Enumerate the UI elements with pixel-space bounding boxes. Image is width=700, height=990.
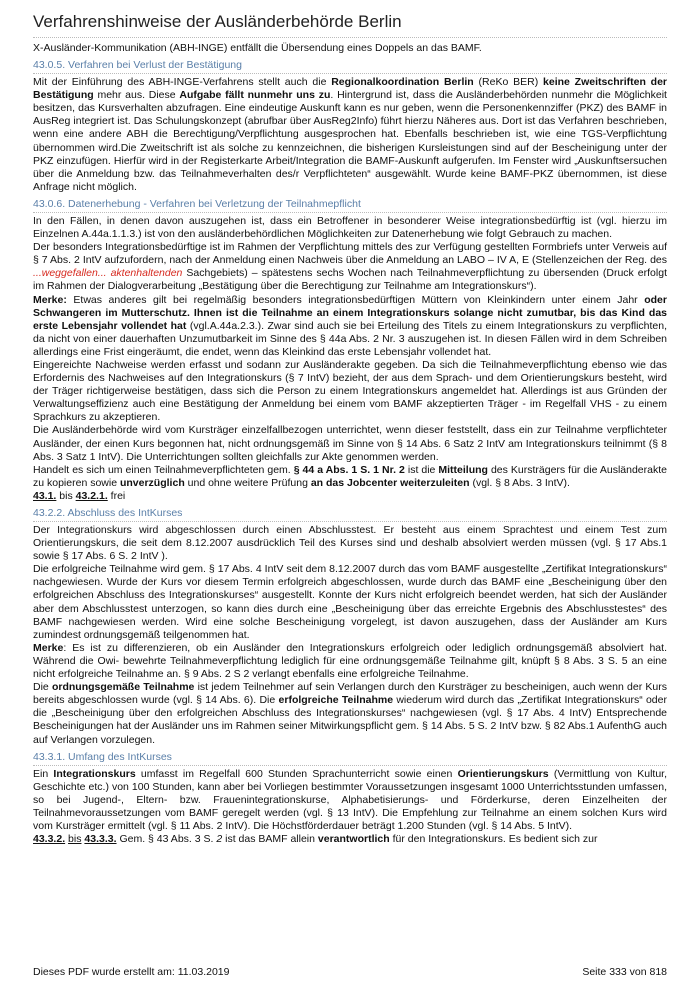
paragraph	[33, 490, 667, 503]
text-run: und ohne weitere Prüfung	[184, 476, 311, 489]
paragraph	[33, 359, 667, 424]
text-run: wiederum wird durch das „Zertifikat Integrationskurs“ oder die „Bescheinigung über den erfolgreichen Abschluss des Integrationskurses“ nachgewiesen (vgl. § 17 Abs. 4 IntV) Entsprechende Bescheinigungen hat der Ausländer uns im Rahmen seiner Mitwirkungspflicht gem. § 14 Abs. 5 S. 2 IntV bzw. § 82 Abs.1 AufenthG auch auf Verlangen vorzulegen.	[33, 694, 667, 746]
text-run-b: an das Jobcenter weiterzuleiten	[310, 476, 470, 489]
text-run: Die	[33, 681, 52, 694]
page-footer	[33, 966, 667, 978]
text-run: In den Fällen, in denen davon auszugehen ist, dass ein Betroffener in besonderer Weise integrationsbedürftig ist (vgl. hierzu im Einzelnen A.44a.1.1.3.) ist von den ausländerbehördlichen Möglichkeiten zur Datenerhebung wie folgt Gebrauch zu machen.	[33, 214, 667, 241]
paragraph	[33, 642, 667, 681]
sections-container	[33, 59, 667, 846]
paragraph	[33, 76, 667, 194]
paragraph	[33, 681, 667, 746]
text-run-u: 43.1.	[33, 489, 57, 502]
text-run: Die Ausländerbehörde wird vom Kursträger einzelfallbezogen unterrichtet, wenn dieser feststellt, dass ein zur Teilnahme verpflichteter Ausländer, der einen Kurs begonnen hat, nicht ordnungsgemäß im Sinne von § 14 Abs. 6 Satz 2 IntV am Integrationskurs teilnimmt (§ 8 Abs. 3 Satz 1 IntV). Die Unterrichtungen sollten gleichfalls zur Akte genommen werden.	[33, 424, 667, 463]
text-run: Ein	[33, 767, 54, 780]
text-run-b: keine Zweitschriften der Bestätigung	[33, 76, 668, 102]
text-run-b: Regionalkoordination Berlin	[331, 76, 474, 89]
paragraph	[33, 768, 667, 833]
text-run: Die erfolgreiche Teilnahme wird gem. § 17 Abs. 4 IntV seit dem 8.12.2007 durch das vom BAMF ausgestellte „Zertifikat Integrationskurs“ nachgewiesen. Wurde der Kurs vor diesem Termin erfolgreich abgeschlossen, wurde durch das BAMF eine „Bescheinigung über den erfolgreichen Abschluss des Integrationskurses“ ausgestellt. Konnte der Kurs nicht erfolgreich beendet werden, hat sich der Ausländer aber dem Abschlusstest unterzogen, so kann dies durch eine „Bescheinigung über das erreichte Ergebnis des Abschlusstestes“ des BAMF nachgewiesen werden. Wird eine solche Bescheinigung vorgelegt, ist davon auszugehen, dass der Ausländer am Kurs zumindest ordnungsgemäß teilgenommen hat.	[33, 563, 667, 641]
text-run: (Vermittlung von Kultur, Geschichte etc.) von 100 Stunden, kann aber bei Vorliegen bestimmter Voraussetzungen insgesamt 1000 Unterrichtsstunden umfassen, so bei Jugend-, Eltern- bzw. Frauenintegrationskurse, Alphabetisierungs- und Förderkurse, deren Einzelheiten der Teilnahmevoraussetzungen vom BAMF geregelt werden (vgl. § 13 IntV). Die Empfehlung zur Teilnahme an einem solchen Kurs wird vom Kursträger ermittelt (vgl. § 11 Abs. 2 IntV). Die Höchstförderdauer beträgt 1.200 Stunden (vgl. § 14 Abs. 5 IntV).	[33, 767, 667, 832]
text-run: mehr aus. Diese	[93, 89, 180, 102]
text-run-b: erfolgreiche Teilnahme	[278, 694, 394, 707]
created-date: Dieses PDF wurde erstellt am: 11.03.2019	[33, 966, 230, 978]
text-run: (vgl. § 8 Abs. 3 IntV).	[469, 476, 570, 489]
text-run-b: Mitteilung	[438, 463, 488, 476]
text-run-b: oder Schwangeren im Mutterschutz. Ihnen ist die Teilnahme an einem Integrationskurs solange nicht zumutbar, bis das Kind das erste Lebensjahr vollendet hat	[33, 293, 667, 332]
text-run: . Hintergrund ist, dass die Ausländerbehörden nunmehr die Möglichkeit besitzen, das Kursverhalten abzufragen. Eine eindeutige Auskunft kann es nur geben, wenn die Personenkennziffer (PKZ) des BAMF in AusReg integriert ist. Das Schulungskonzept (abrufbar über AusReg2Info) führt hierzu Näheres aus. Dort ist das Verfahren beschrieben, wenn eine andere ABH die Berechtigung/Verpflichtung ausgesprochen hat. Ebenfalls beschrieben ist, wie eine TGS-Verpflichtung übernommen wird.Die Zweitschrift ist als solche zu kennzeichnen, die bisherigen Kursleistungen sind auf der Bescheinigung unter der PKZ einzufügen. Hierfür wird in der Registerkarte Arbeit/Integration die BAMF-Auskunft aufgerufen. Im Fenster wird „Auskunftsersuchen über die Anmeldung bzw. das Teilnahmeverhalten des/r Verpflichteten“ ausgewählt. Wurde keine BAMF-PKZ übernommen, ist diese Anfrage nicht möglich.	[33, 89, 667, 193]
text-run: (vgl.A.44a.2.3.). Zwar sind auch sie bei Erteilung des Titels zu einem Integrationskurs zu verpflichten, da nicht von einer dauerhaften Unzumutbarkeit im Sinne des § 44a Abs. 2 Nr. 3 auszugehen ist. In diesen Fällen wird in dem Schreiben allerdings eine Frist eingeräumt, die endet, wenn das Kleinkind das erste Lebensjahr vollendet hat.	[33, 319, 667, 358]
text-run-u: 43.3.3.	[84, 833, 117, 846]
text-run: Etwas anderes gilt bei regelmäßig besonders integrationsbedürftigen Müttern von Kleinkindern unter einem Jahr	[66, 293, 645, 306]
intro-text: X-Ausländer-Kommunikation (ABH-INGE) entfällt die Übersendung eines Doppels an das BAMF.	[33, 42, 482, 54]
section-heading: 43.0.5. Verfahren bei Verlust der Bestätigung	[33, 59, 667, 74]
text-run-red: ...weggefallen... aktenhaltenden	[33, 267, 183, 280]
text-run: für den Integrationskurs. Es bedient sich zur	[389, 833, 598, 846]
text-run: umfasst im Regelfall 600 Stunden Sprachunterricht sowie einen	[135, 767, 458, 780]
text-run-u: 43.2.1.	[75, 489, 108, 502]
text-run: Mit der Einführung des ABH-INGE-Verfahrens stellt auch die	[33, 76, 332, 89]
page-title: Verfahrenshinweise der Ausländerbehörde Berlin	[33, 12, 667, 38]
paragraph	[33, 215, 667, 241]
text-run-u: 43.3.2.	[33, 833, 66, 846]
text-run: Handelt es sich um einen Teilnahmeverpflichteten gem.	[33, 463, 294, 476]
paragraph	[33, 833, 667, 846]
text-run: Eingereichte Nachweise werden erfasst und sodann zur Ausländerakte gegeben. Da sich die Teilnahmeverpflichtung ebenso wie das Erfordernis des Nachweises auf den Integrationskurs (§ 7 IntV) bezieht, der aus dem Sprach- und dem Orientierungskurs besteht, wird der Träger richtigerweise bestätigen, dass sich die Person zu einem Integrationskurs angemeldet hat. Allerdings ist aus Gründen der Verwaltungseffizienz auch eine Bestätigung der Anmeldung bei einem vom BAMF akzeptierten Träger - im Regelfall VHS - zu einem Sprachkurs zu akzeptieren.	[33, 358, 667, 424]
text-run: Gem. § 43 Abs. 3 S.	[116, 833, 217, 846]
text-run: ist das BAMF allein	[222, 833, 318, 846]
text-run: ist jedem Teilnehmer auf sein Verlangen durch den Kursträger zu bescheinigen, auch wenn der Kurs bereits abgeschlossen wurde (vgl. § 14 Abs. 6). Die	[33, 681, 667, 707]
paragraph	[33, 241, 667, 293]
text-run: des Kursträgers für die Ausländerakte zu kopieren sowie	[33, 463, 667, 489]
text-run-b: § 44 a Abs. 1 S. 1 Nr. 2	[293, 463, 405, 476]
text-run-b: unverzüglich	[119, 476, 185, 489]
section-heading: 43.3.1. Umfang des IntKurses	[33, 751, 667, 766]
text-run-b: Orientierungskurs	[457, 767, 549, 780]
text-run: Der besonders Integrationsbedürftige ist im Rahmen der Verpflichtung mittels des zur Verfügung gestellten Formbriefs unter Verweis auf § 7 Abs. 2 IntV aufzufordern, nach der Anmeldung einen Nachweis über die Anmeldung an LABO – IV A, E (Stellenzeichen der Reg. des	[33, 241, 667, 267]
text-run: bis	[56, 489, 76, 502]
text-run-b: Merke:	[33, 293, 67, 306]
text-run-b: Aufgabe fällt nunmehr uns zu	[179, 89, 331, 102]
text-run-b: ordnungsgemäße Teilnahme	[51, 681, 195, 694]
paragraph	[33, 524, 667, 563]
text-run: (ReKo BER)	[473, 76, 544, 89]
section-heading: 43.0.6. Datenerhebung - Verfahren bei Verletzung der Teilnahmepflicht	[33, 198, 667, 213]
text-run: ist die	[404, 463, 439, 476]
text-run-b: Merke	[33, 641, 64, 654]
text-run: Der Integrationskurs wird abgeschlossen durch einen Abschlusstest. Er besteht aus einem Sprachtest und einem Test zum Orientierungskurs, die seit dem 8.12.2007 ausdrücklich Teil des Kurses sind und deshalb absolviert werden müssen (vgl. § 17 Abs.1 sowie § 17 Abs. 6 S. 2 IntV ).	[33, 524, 667, 563]
text-run-ul: bis	[68, 833, 82, 846]
text-run: : Es ist zu differenzieren, ob ein Ausländer den Integrationskurs erfolgreich oder lediglich ordnungsgemäß absolviert hat. Während die Owi- bewehrte Teilnahmeverpflichtung lediglich für eine ordnungsgemäße Teilnahme gilt, knüpft § 8 Abs. 3 S. 5 an eine nicht erfolgreiche Teilnahme an. § 9 Abs. 2 S 2 verlangt ebenfalls eine erfolgreiche Teilnahme.	[33, 641, 667, 681]
document-page	[33, 12, 667, 846]
text-run: Sachgebiets) – spätestens sechs Wochen nach Teilnahmeverpflichtung zu übersenden (Druck erfolgt im Rahmen der Dialogverarbeitung „Bestätigung über die Berechtigung zur Teilnahme am Integrationskurs“).	[33, 267, 667, 293]
text-run-b: Integrationskurs	[53, 767, 136, 780]
paragraph	[33, 464, 667, 490]
section-heading: 43.2.2. Abschluss des IntKurses	[33, 507, 667, 522]
paragraph	[33, 563, 667, 642]
text-run: frei	[107, 489, 126, 502]
text-run-b: verantwortlich	[317, 833, 390, 846]
page-number: Seite 333 von 818	[582, 966, 667, 978]
text-run-i: 2	[216, 833, 223, 846]
paragraph	[33, 294, 667, 359]
paragraph	[33, 424, 667, 463]
